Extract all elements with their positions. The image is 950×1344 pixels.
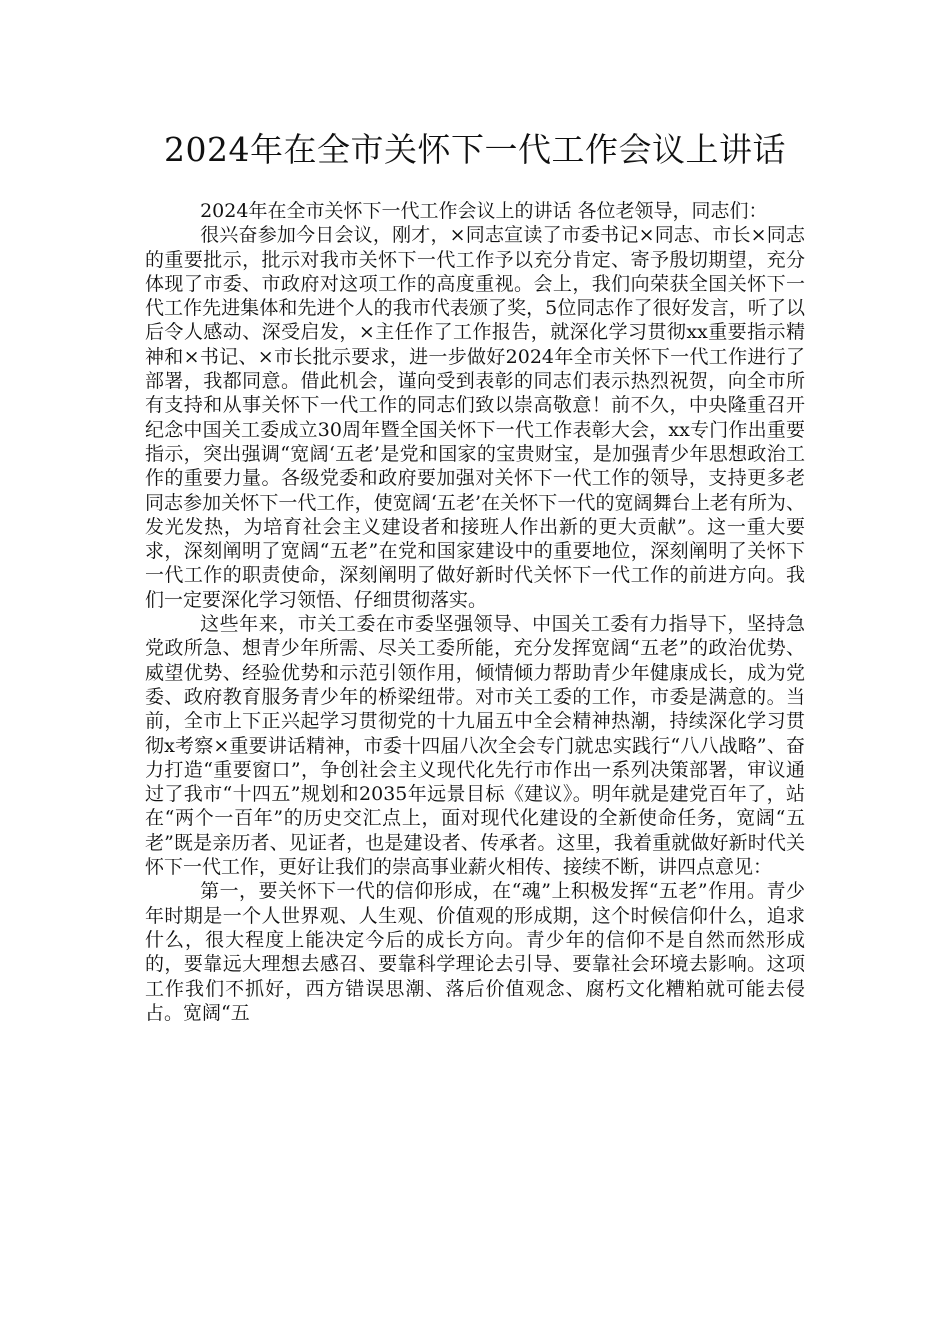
paragraph-opening: 2024年在全市关怀下一代工作会议上的讲话 各位老领导，同志们： bbox=[200, 200, 768, 222]
document-body bbox=[145, 199, 805, 1025]
paragraph-introduction: 很兴奋参加今日会议，刚才，×同志宣读了市委书记×同志、市长×同志的重要批示，批示对我市关怀下一代工作予以充分肯定、寄予殷切期望，充分体现了市委、市政府对这项工作的高度重视。会上，我们向荣获全国关怀下一代工作先进集体和先进个人的我市代表颁了奖，5位同志作了很好发言，听了以后令人感动、深受启发，×主任作了工作报告，就深化学习贯彻xx重要指示精神和×书记、×市长批示要求，进一步做好2024年全市关怀下一代工作进行了部署，我都同意。借此机会，谨向受到表彰的同志们表示热烈祝贺，向全市所有支持和从事关怀下一代工作的同志们致以崇高敬意！前不久，中央隆重召开纪念中国关工委成立30周年暨全国关怀下一代工作表彰大会，xx专门作出重要指示，突出强调“宽阔‘五老’是党和国家的宝贵财宝，是加强青少年思想政治工作的重要力量。各级党委和政府要加强对关怀下一代工作的领导，支持更多老同志参加关怀下一代工作，使宽阔‘五老’在关怀下一代的宽阔舞台上老有所为、发光发热，为培育社会主义建设者和接班人作出新的更大贡献”。这一重大要求，深刻阐明了宽阔“五老”在党和国家建设中的重要地位，深刻阐明了关怀下一代工作的职责使命，深刻阐明了做好新时代关怀下一代工作的前进方向。我们一定要深化学习领悟、仔细贯彻落实。 bbox=[145, 224, 805, 611]
paragraph-point-one: 第一，要关怀下一代的信仰形成，在“魂”上积极发挥“五老”作用。青少年时期是一个人世界观、人生观、价值观的形成期，这个时候信仰什么，追求什么，很大程度上能决定今后的成长方向。青少年的信仰不是自然而然形成的，要靠远大理想去感召、要靠科学理论去引导、要靠社会环境去影响。这项工作我们不抓好，西方错误思潮、落后价值观念、腐朽文化糟粕就可能去侵占。宽阔“五 bbox=[145, 880, 805, 1024]
document-page bbox=[145, 0, 805, 1344]
page-title: 2024年在全市关怀下一代工作会议上讲话 bbox=[164, 130, 786, 169]
paragraph-review: 这些年来，市关工委在市委坚强领导、中国关工委有力指导下，坚持急党政所急、想青少年所需、尽关工委所能，充分发挥宽阔“五老”的政治优势、威望优势、经验优势和示范引领作用，倾情倾力帮助青少年健康成长，成为党委、政府教育服务青少年的桥梁纽带。对市关工委的工作，市委是满意的。当前，全市上下正兴起学习贯彻党的十九届五中全会精神热潮，持续深化学习贯彻x考察×重要讲话精神，市委十四届八次全会专门就忠实践行“八八战略”、奋力打造“重要窗口”，争创社会主义现代化先行市作出一系列决策部署，审议通过了我市“十四五”规划和2035年远景目标《建议》。明年就是建党百年了，站在“两个一百年”的历史交汇点上，面对现代化建设的全新使命任务，宽阔“五老”既是亲历者、见证者，也是建设者、传承者。这里，我着重就做好新时代关怀下一代工作，更好让我们的崇高事业薪火相传、接续不断，讲四点意见： bbox=[145, 613, 805, 879]
